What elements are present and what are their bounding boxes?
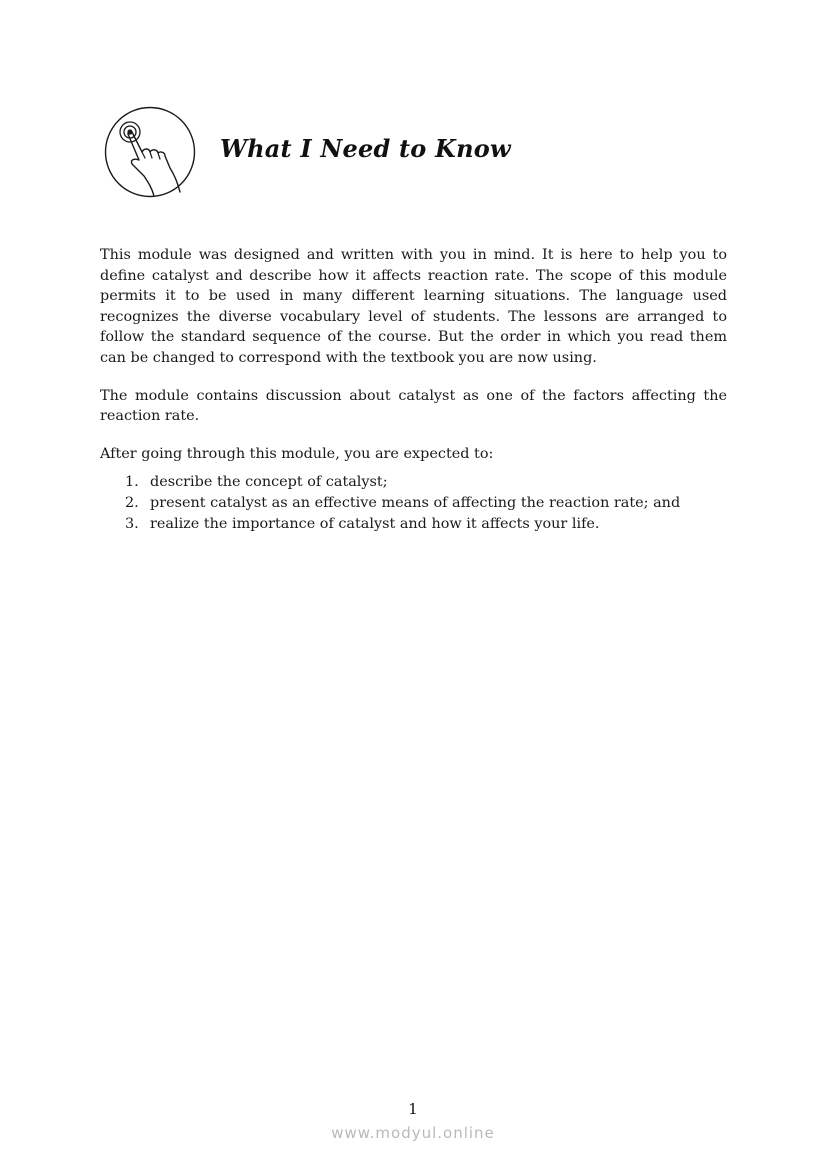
list-item-text: present catalyst as an effective means of affecting the reaction rate; and xyxy=(150,494,681,511)
list-item-text: describe the concept of catalyst; xyxy=(150,474,388,491)
page-number: 1 xyxy=(408,1100,418,1118)
intro-paragraph: This module was designed and written with you in mind. It is here to help you to define catalyst and describe how it affects reaction rate. The scope of this module permits it to be used in many different learning situations. The language used recognizes the diverse vocabulary level of students. The lessons are arranged to follow the standard sequence of the course. But the order in which you read them can be changed to correspond with the textbook you are now using. xyxy=(100,247,727,366)
discussion-paragraph: The module contains discussion about catalyst as one of the factors affecting the reaction rate. xyxy=(100,387,727,425)
list-item xyxy=(100,514,727,535)
list-item-number: 1. xyxy=(125,474,139,491)
list-item-number: 2. xyxy=(125,494,139,511)
list-item xyxy=(100,472,727,493)
list-item-number: 3. xyxy=(125,515,139,532)
objectives-list xyxy=(100,472,727,534)
page-title: What I Need to Know xyxy=(220,134,511,163)
list-item xyxy=(100,493,727,514)
tap-hand-icon xyxy=(104,106,196,198)
list-item-text: realize the importance of catalyst and how it affects your life. xyxy=(150,515,600,532)
expectation-paragraph: After going through this module, you are expected to: xyxy=(100,445,494,462)
section-header xyxy=(104,106,744,198)
watermark: www.modyul.online xyxy=(331,1124,495,1142)
module-intro xyxy=(100,245,727,534)
